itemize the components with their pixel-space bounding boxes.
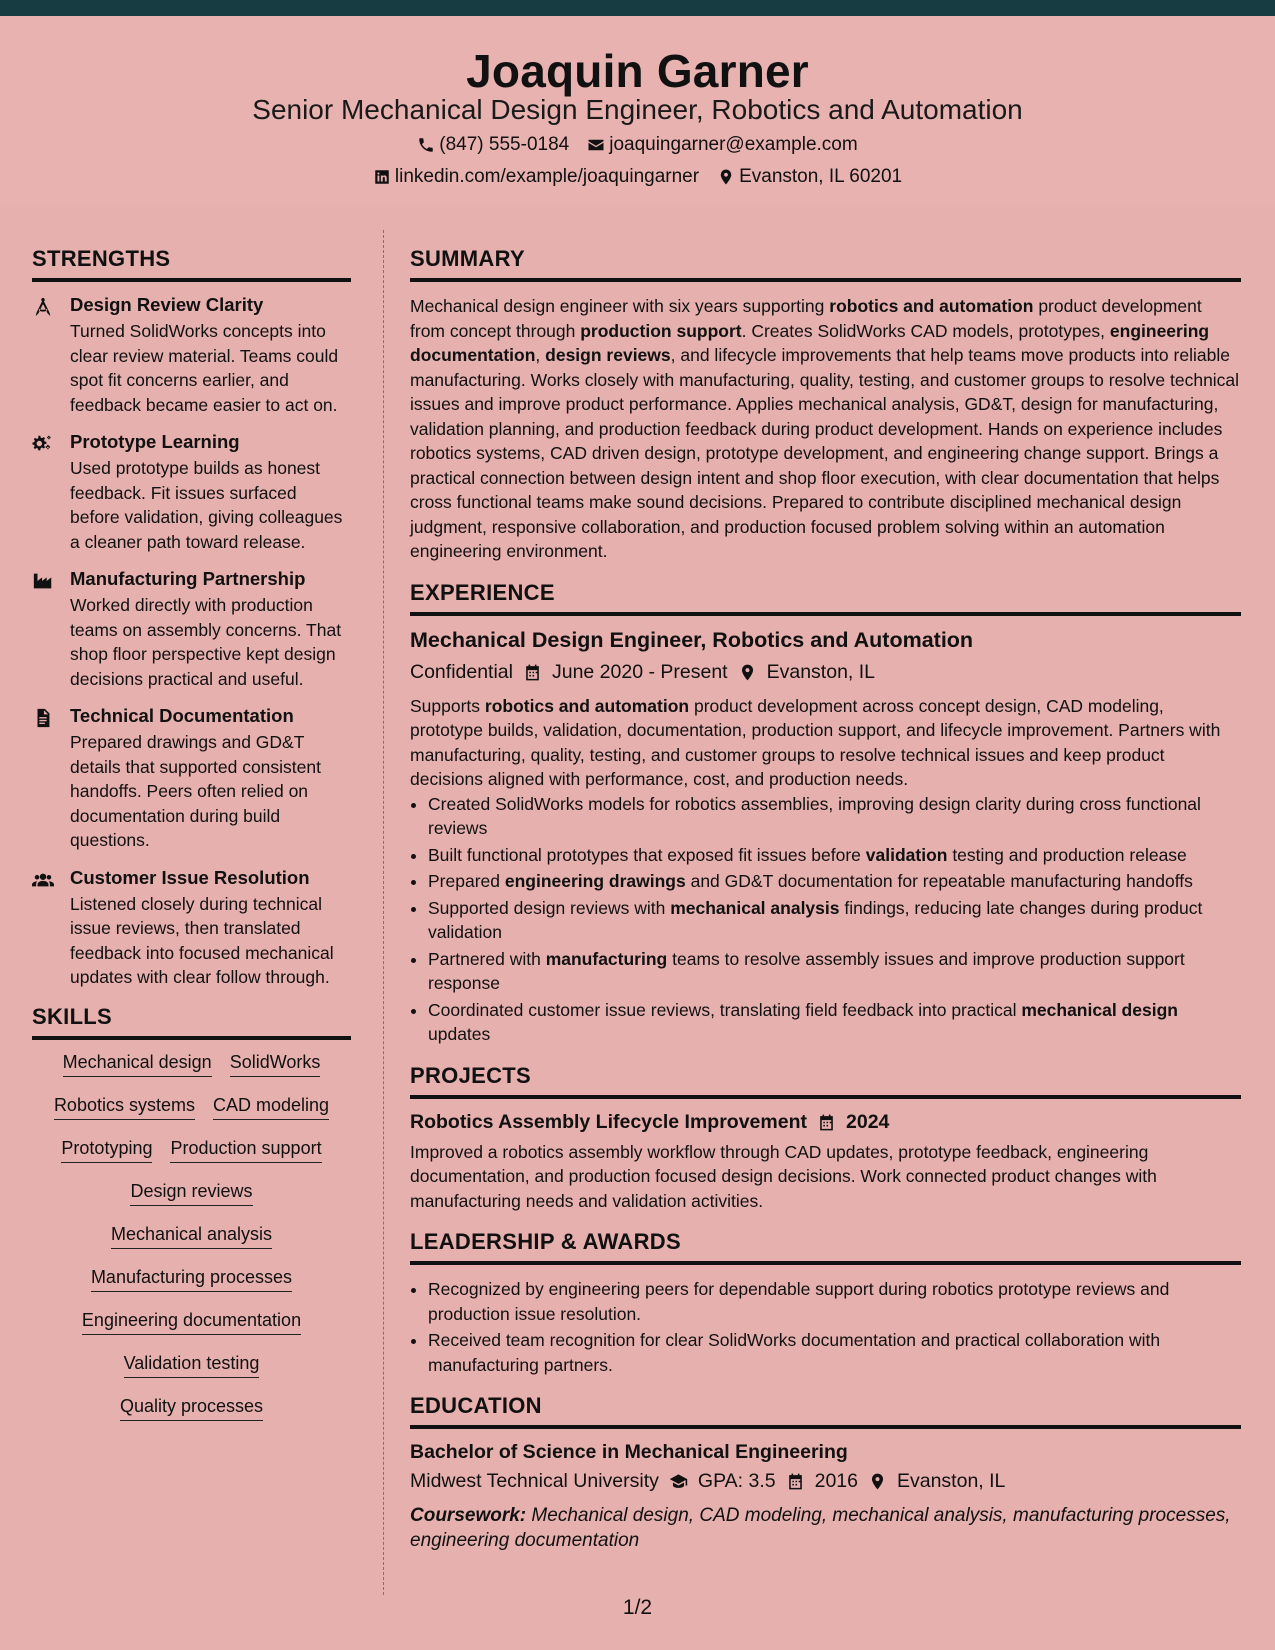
resume-header bbox=[0, 16, 1275, 204]
education-year: 2016 bbox=[814, 1470, 858, 1492]
company-name: Confidential bbox=[410, 660, 513, 683]
phone-icon bbox=[417, 136, 435, 154]
strength-description: Used prototype builds as honest feedback. Fit issues surfaced before validation, giving colleagues a cleaner path toward release. bbox=[70, 458, 343, 552]
project-year: 2024 bbox=[846, 1110, 890, 1133]
coursework-text: Mechanical design, CAD modeling, mechanical analysis, manufacturing processes, engineering documentation bbox=[410, 1505, 1231, 1551]
skill-row bbox=[32, 1052, 351, 1077]
strength-item bbox=[32, 705, 351, 853]
leadership-list bbox=[410, 1277, 1241, 1377]
skill-tag: Mechanical analysis bbox=[111, 1224, 272, 1249]
location-contact bbox=[717, 166, 902, 188]
linkedin-contact[interactable] bbox=[373, 166, 699, 188]
skill-tag: Prototyping bbox=[61, 1138, 152, 1163]
candidate-name: Joaquin Garner bbox=[466, 45, 809, 97]
map-marker-icon bbox=[738, 663, 757, 682]
skill-tag: Validation testing bbox=[124, 1353, 260, 1378]
skill-row bbox=[32, 1267, 351, 1292]
experience-bullet: • Built functional prototypes that exposed fit issues before validation testing and production release bbox=[428, 843, 1241, 868]
skills-heading: SKILLS bbox=[32, 1004, 351, 1040]
skill-tag: Production support bbox=[170, 1138, 321, 1163]
strength-title: Design Review Clarity bbox=[70, 294, 264, 315]
strength-item bbox=[32, 294, 351, 417]
strength-description: Worked directly with production teams on assembly concerns. That shop floor perspective kept design decisions practical and useful. bbox=[70, 595, 342, 689]
summary-text: Mechanical design engineer with six years supporting robotics and automation product development from concept through production support. Creates SolidWorks CAD models, prototypes, engineering documentation, design reviews, and lifecycle improvements that help teams move products into reliable manufacturing. Works closely with manufacturing, quality, testing, and customer groups to resolve technical issues and improve product performance. Applies mechanical analysis, GD&T, design for manufacturing, validation planning, and production feedback during product development. Hands on experience includes robotics systems, CAD driven design, prototype development, and engineering change support. Brings a practical connection between design intent and shop floor execution, with clear documentation that helps cross functional teams make sound decisions. Prepared to contribute disciplined mechanical design judgment, responsive collaboration, and production focused problem solving within an automation engineering environment. bbox=[410, 296, 1240, 561]
experience-bullet: • Partnered with manufacturing teams to resolve assembly issues and improve production support response bbox=[428, 947, 1241, 996]
linkedin-icon bbox=[373, 168, 391, 186]
graduation-cap-icon bbox=[669, 1472, 688, 1491]
strength-item bbox=[32, 431, 351, 554]
job-location: Evanston, IL bbox=[766, 660, 876, 683]
email-text[interactable]: joaquingarner@example.com bbox=[609, 134, 858, 155]
leadership-item: • Received team recognition for clear SolidWorks documentation and practical collaboration with manufacturing partners. bbox=[428, 1328, 1241, 1377]
location-text: Evanston, IL 60201 bbox=[739, 166, 903, 187]
education-degree: Bachelor of Science in Mechanical Engineering bbox=[410, 1441, 848, 1463]
coursework-label: Coursework: bbox=[410, 1505, 527, 1526]
calendar-icon bbox=[786, 1472, 805, 1491]
skills-list bbox=[32, 1052, 351, 1421]
skill-tag: Robotics systems bbox=[54, 1095, 195, 1120]
strengths-list bbox=[32, 294, 351, 990]
strength-item bbox=[32, 867, 351, 990]
column-divider bbox=[383, 230, 384, 1595]
map-marker-icon bbox=[717, 168, 735, 186]
linkedin-text[interactable]: linkedin.com/example/joaquingarner bbox=[394, 166, 700, 187]
education-school: Midwest Technical University bbox=[410, 1470, 659, 1492]
strength-description: Listened closely during technical issue reviews, then translated feedback into focused mechanical updates with clear follow through. bbox=[70, 893, 334, 987]
skill-row bbox=[32, 1138, 351, 1163]
skill-row bbox=[32, 1310, 351, 1335]
experience-bullet: • Supported design reviews with mechanical analysis findings, reducing late changes during product validation bbox=[428, 896, 1241, 945]
skill-row bbox=[32, 1353, 351, 1378]
skill-tag: Mechanical design bbox=[63, 1052, 212, 1077]
job-description: Supports robotics and automation product development across concept design, CAD modeling, prototype builds, validation, documentation, production support, and lifecycle improvement. Partners with manufacturing, quality, testing, and customer groups to resolve technical issues and keep product decisions aligned with performance, cost, and production needs. bbox=[410, 695, 1221, 789]
strength-title: Manufacturing Partnership bbox=[70, 568, 306, 589]
strength-title: Customer Issue Resolution bbox=[70, 866, 310, 888]
strength-description: Turned SolidWorks concepts into clear review material. Teams could spot fit concerns earlier, and feedback became easier to act on. bbox=[70, 321, 339, 415]
email-contact[interactable] bbox=[587, 134, 857, 156]
skill-row bbox=[32, 1181, 351, 1206]
experience-heading: EXPERIENCE bbox=[410, 580, 1241, 616]
envelope-icon bbox=[587, 136, 605, 154]
summary-heading: SUMMARY bbox=[410, 246, 1241, 282]
gears-icon bbox=[32, 431, 60, 554]
drafting-compass-icon bbox=[32, 294, 60, 417]
skill-tag: SolidWorks bbox=[230, 1052, 321, 1077]
top-accent-bar bbox=[0, 0, 1275, 16]
contact-row-1 bbox=[0, 134, 1275, 156]
skill-row bbox=[32, 1224, 351, 1249]
industry-icon bbox=[32, 568, 60, 691]
job-meta bbox=[410, 661, 1241, 684]
candidate-title: Senior Mechanical Design Engineer, Robotics and Automation bbox=[252, 94, 1023, 125]
skill-tag: Manufacturing processes bbox=[91, 1267, 292, 1292]
phone-contact bbox=[417, 134, 569, 156]
skill-row bbox=[32, 1396, 351, 1421]
education-gpa: GPA: 3.5 bbox=[697, 1470, 776, 1492]
projects-heading: PROJECTS bbox=[410, 1063, 1241, 1099]
experience-bullet: • Created SolidWorks models for robotics assemblies, improving design clarity during cross functional reviews bbox=[428, 792, 1241, 841]
calendar-icon bbox=[817, 1113, 836, 1132]
right-column bbox=[410, 246, 1241, 1553]
page-number: 1/2 bbox=[622, 1596, 653, 1619]
project-title: Robotics Assembly Lifecycle Improvement bbox=[410, 1110, 807, 1133]
file-icon bbox=[32, 705, 60, 853]
phone-text: (847) 555-0184 bbox=[439, 134, 570, 155]
map-marker-icon bbox=[868, 1472, 887, 1491]
project-title-row bbox=[410, 1111, 1241, 1134]
skill-tag: CAD modeling bbox=[213, 1095, 329, 1120]
strength-item bbox=[32, 568, 351, 691]
education-meta bbox=[410, 1470, 1241, 1493]
calendar-icon bbox=[523, 663, 542, 682]
job-dates: June 2020 - Present bbox=[551, 660, 728, 683]
leadership-item: • Recognized by engineering peers for dependable support during robotics prototype reviews and production issue resolution. bbox=[428, 1277, 1241, 1326]
strength-title: Prototype Learning bbox=[70, 431, 240, 452]
strengths-heading: STRENGTHS bbox=[32, 246, 351, 282]
experience-bullet: • Prepared engineering drawings and GD&T documentation for repeatable manufacturing handoffs bbox=[428, 869, 1241, 894]
strength-title: Technical Documentation bbox=[70, 705, 294, 726]
skill-tag: Quality processes bbox=[120, 1396, 263, 1421]
left-column bbox=[32, 246, 351, 1439]
job-title: Mechanical Design Engineer, Robotics and Automation bbox=[410, 627, 974, 652]
strength-description: Prepared drawings and GD&T details that supported consistent handoffs. Peers often relied on documentation during build questions. bbox=[70, 732, 321, 850]
job-bullets bbox=[410, 792, 1241, 1047]
skill-tag: Engineering documentation bbox=[82, 1310, 301, 1335]
contact-row-2 bbox=[0, 166, 1275, 188]
leadership-heading: LEADERSHIP & AWARDS bbox=[410, 1229, 1241, 1265]
coursework bbox=[410, 1503, 1241, 1553]
education-location: Evanston, IL bbox=[896, 1470, 1006, 1492]
skill-tag: Design reviews bbox=[130, 1181, 252, 1206]
experience-bullet: • Coordinated customer issue reviews, translating field feedback into practical mechanical design updates bbox=[428, 998, 1241, 1047]
users-icon bbox=[32, 867, 60, 990]
project-description: Improved a robotics assembly workflow through CAD updates, prototype feedback, engineering documentation, and production focused design decisions. Work connected product changes with manufacturing needs and validation activities. bbox=[410, 1141, 1157, 1211]
skill-row bbox=[32, 1095, 351, 1120]
education-heading: EDUCATION bbox=[410, 1393, 1241, 1429]
